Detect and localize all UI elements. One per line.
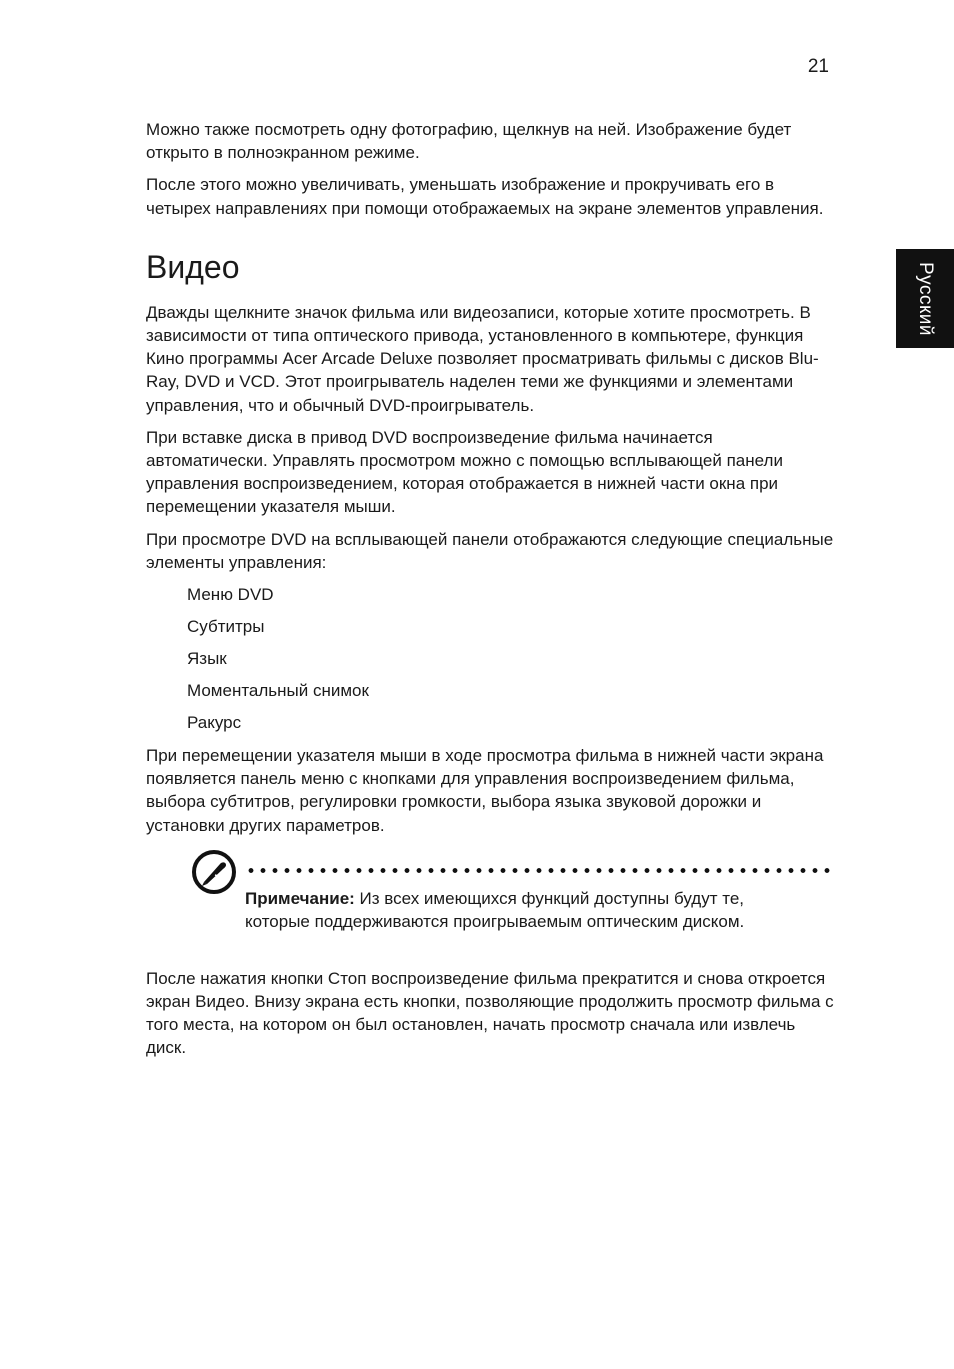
controls-list [146, 583, 836, 734]
list-item: Ракурс [187, 713, 242, 733]
list-item: Субтитры [187, 617, 265, 637]
note-body: Из всех имеющихся функций доступны будут те, которые поддерживаются проигрываемым оптическим диском. [245, 888, 745, 932]
paragraph: После нажатия кнопки Стоп воспроизведение фильма прекратится и снова откроется экран Видео. Внизу экрана есть кнопки, позволяющие продолжить просмотр фильма с того места, на котором он был остановлен, начать просмотр сначала или извлечь диск. [146, 968, 834, 1058]
paragraph: При перемещении указателя мыши в ходе просмотра фильма в нижней части экрана появляется панель меню с кнопками для управления воспроизведением фильма, выбора субтитров, регулировки громкости, выбора языка звуковой дорожки и установки других параметров. [146, 746, 824, 835]
page-content [146, 118, 836, 1069]
paragraph: При просмотре DVD на всплывающей панели отображаются следующие специальные элементы управления: [146, 529, 834, 572]
paragraph: После этого можно увеличивать, уменьшать изображение и прокручивать его в четырех направлениях при помощи отображаемых на экране элементов управления. [146, 175, 824, 218]
note-pen-icon [191, 849, 237, 895]
section-title: Видео [146, 248, 240, 285]
language-tab-label: Русский [915, 261, 936, 336]
note-box [146, 849, 836, 961]
list-item: Моментальный снимок [187, 681, 369, 701]
page-number: 21 [807, 56, 829, 77]
list-item: Язык [187, 649, 227, 669]
paragraph: Можно также посмотреть одну фотографию, щелкнув на ней. Изображение будет открыто в полноэкранном режиме. [146, 120, 792, 163]
paragraph: При вставке диска в привод DVD воспроизведение фильма начинается автоматически. Управлять просмотром можно с помощью всплывающей панели управления воспроизведением, которая отображается в нижней части окна при перемещении указателя мыши. [146, 427, 783, 517]
language-tab [896, 249, 954, 348]
dotted-rule [245, 868, 836, 873]
note-text [245, 887, 805, 933]
paragraph: Дважды щелкните значок фильма или видеозаписи, которые хотите просмотреть. В зависимости от типа оптического привода, установленного в компьютере, функция Кино программы Acer Arcade Deluxe позволяет просматривать фильмы с дисков Blu-Ray, DVD и VCD. Этот проигрыватель наделен теми же функциями и элементами управления, что и обычный DVD-проигрыватель. [146, 302, 819, 415]
list-item: Меню DVD [187, 585, 274, 605]
note-label: Примечание: [245, 888, 355, 908]
